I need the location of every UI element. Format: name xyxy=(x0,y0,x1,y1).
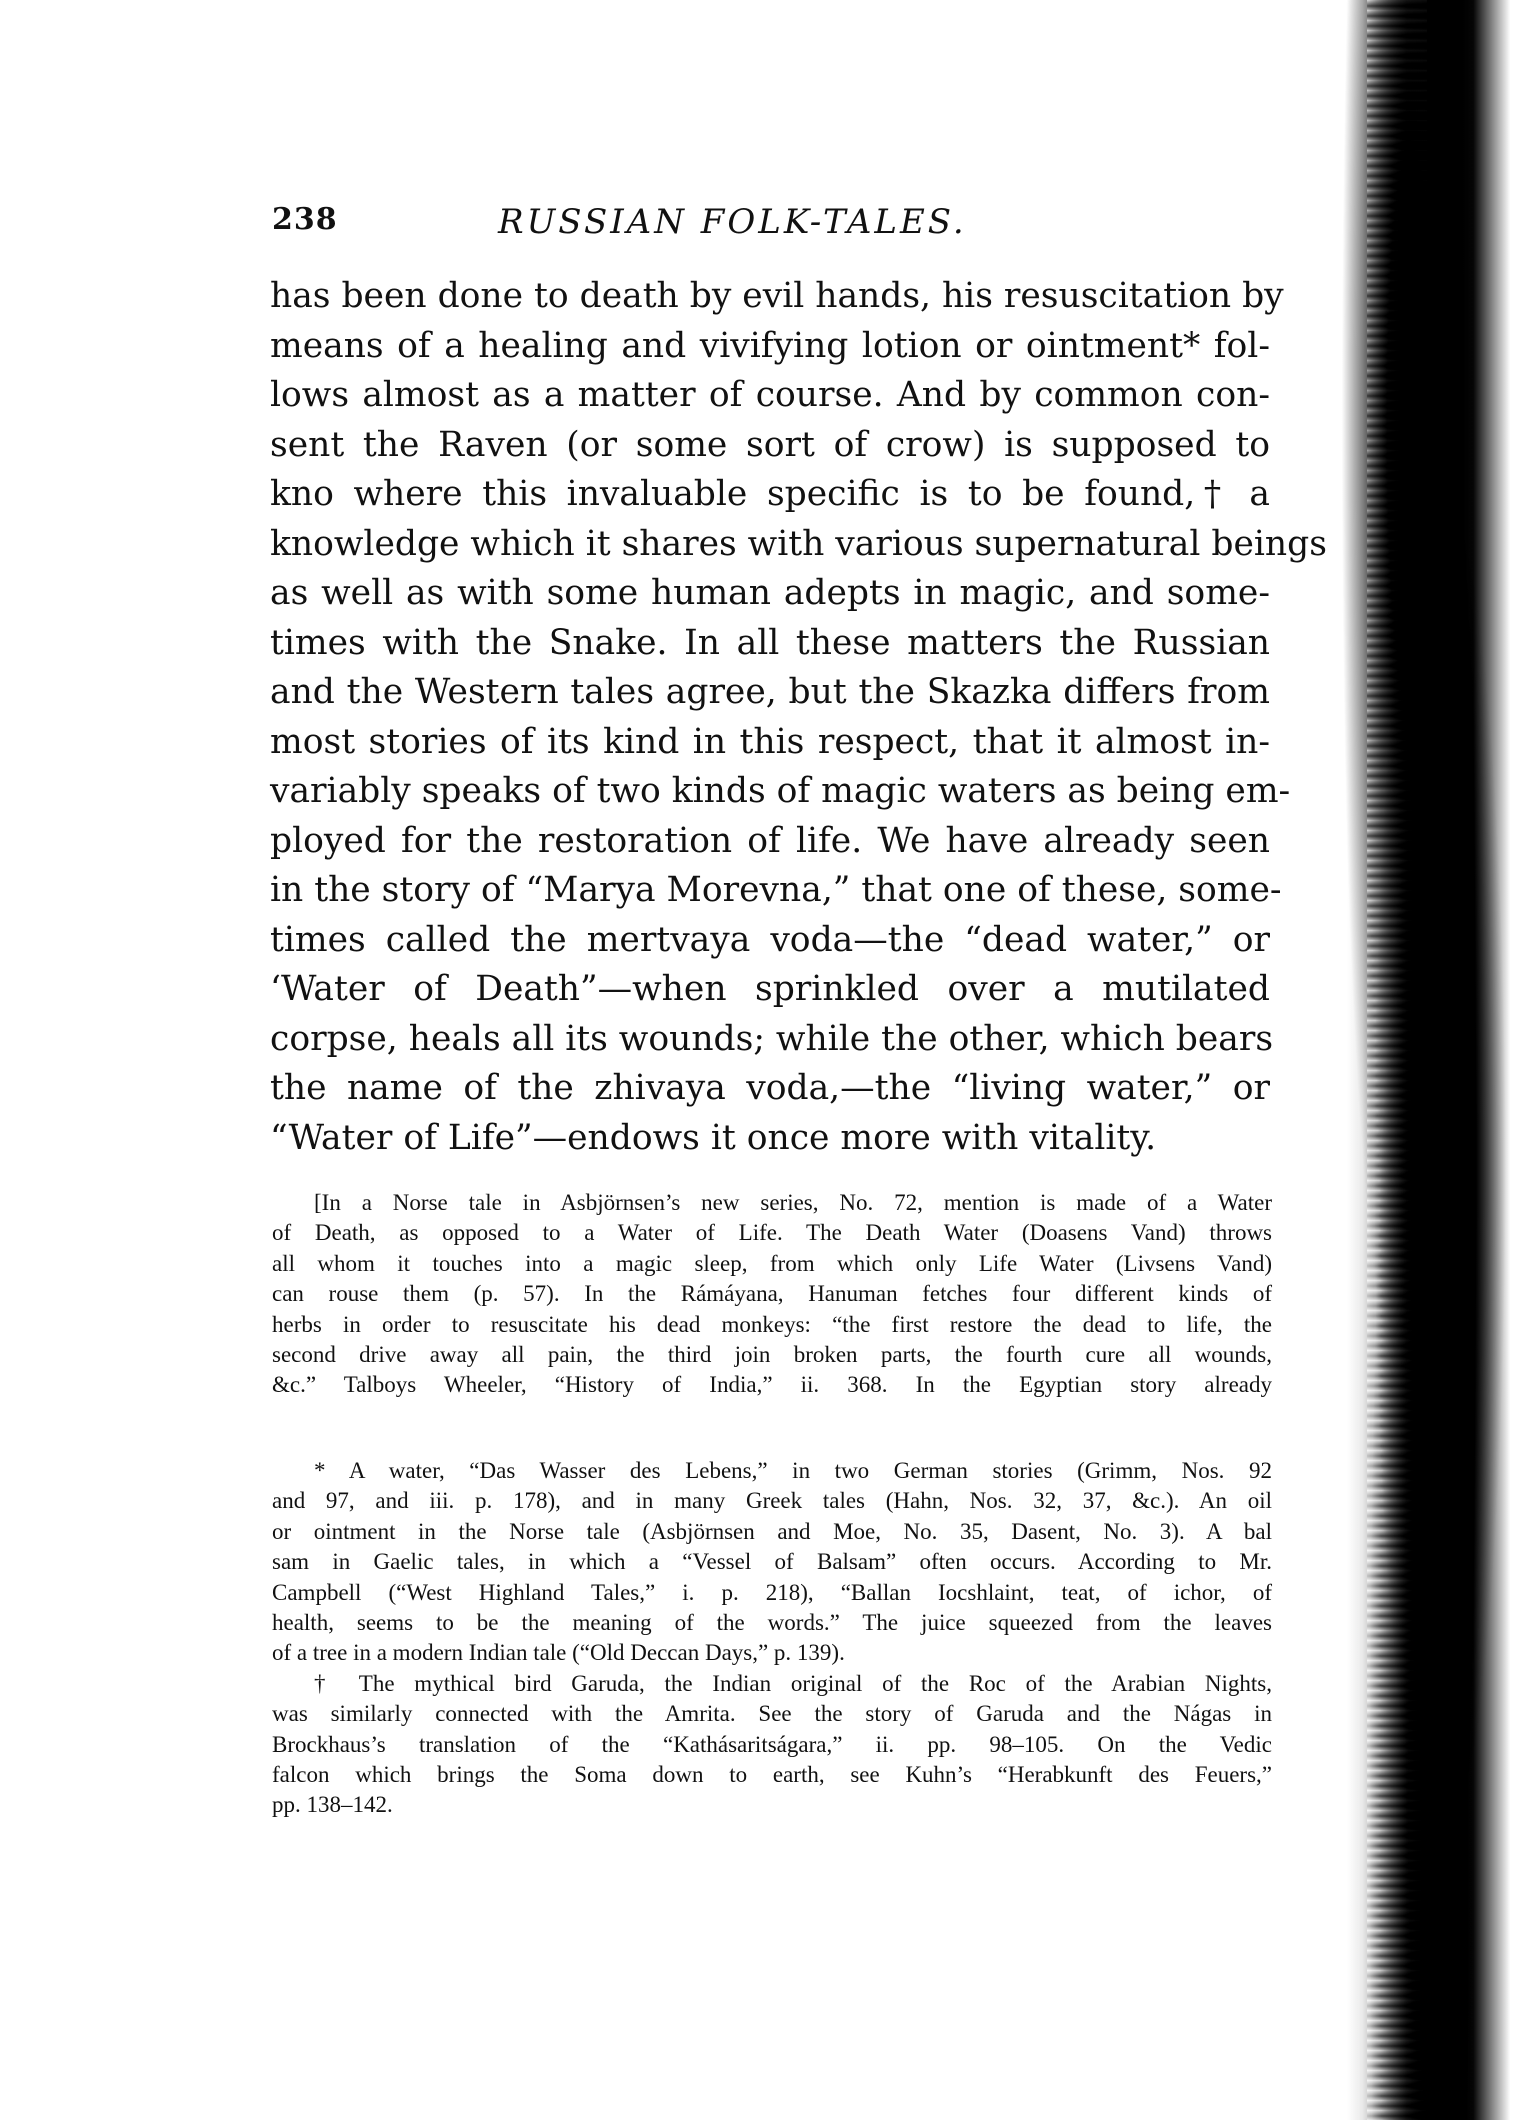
body-line: as well as with some human adepts in magic, and some- xyxy=(270,573,1270,613)
footnote-line: falcon which brings the Soma down to earth, see Kuhn’s “Herabkunft des Feuers,” xyxy=(272,1761,1272,1787)
footnote-line: and 97, and iii. p. 178), and in many Greek tales (Hahn, Nos. 32, 37, &c.). An oil xyxy=(272,1488,1272,1514)
body-line: sent the Raven (or some sort of crow) is supposed to xyxy=(270,424,1270,465)
footnote-line: pp. 138–142. xyxy=(272,1792,393,1818)
bracketed-note xyxy=(272,1188,1272,1401)
body-line: has been done to death by evil hands, his resuscitation by xyxy=(270,276,1284,316)
note-line: herbs in order to resuscitate his dead monkeys: “the first restore the dead to life, the xyxy=(272,1311,1272,1337)
note-line: &c.” Talboys Wheeler, “History of India,” ii. 368. In the Egyptian story already xyxy=(272,1372,1272,1398)
note-line: can rouse them (p. 57). In the Rámáyana, Hanuman fetches four different kinds of xyxy=(272,1281,1272,1307)
running-title: RUSSIAN FOLK-TALES. xyxy=(498,202,967,242)
body-line: ployed for the restoration of life. We have already seen xyxy=(270,820,1270,861)
footnote-line: health, seems to be the meaning of the words.” The juice squeezed from the leaves xyxy=(272,1609,1272,1635)
body-line: in the story of “Marya Morevna,” that one of these, some- xyxy=(270,870,1282,910)
footnote-line: was similarly connected with the Amrita. See the story of Garuda and the Nágas in xyxy=(272,1701,1272,1727)
body-line: variably speaks of two kinds of magic waters as being em- xyxy=(270,771,1291,811)
body-line: the name of the zhivaya voda,—the “living water,” or xyxy=(270,1068,1270,1108)
note-line: all whom it touches into a magic sleep, from which only Life Water (Livsens Vand) xyxy=(272,1250,1272,1276)
body-line: ‘Water of Death”—when sprinkled over a mutilated xyxy=(270,969,1270,1009)
footnote-line: or ointment in the Norse tale (Asbjörnsen and Moe, No. 35, Dasent, No. 3). A bal xyxy=(272,1518,1272,1544)
footnote-line: of a tree in a modern Indian tale (“Old Deccan Days,” p. 139). xyxy=(272,1640,845,1666)
body-line: lows almost as a matter of course. And by common con- xyxy=(270,375,1270,415)
body-line: times with the Snake. In all these matters the Russian xyxy=(270,622,1270,663)
body-line: kno where this invaluable specific is to be found,† a xyxy=(270,474,1270,514)
footnote-line: † The mythical bird Garuda, the Indian original of the Roc of the Arabian Nights, xyxy=(314,1670,1272,1696)
page-binding-edge xyxy=(1329,0,1514,2120)
page-number: 238 xyxy=(272,202,338,237)
note-line: second drive away all pain, the third join broken parts, the fourth cure all wounds, xyxy=(272,1341,1272,1367)
body-line: and the Western tales agree, but the Skazka differs from xyxy=(270,672,1270,712)
body-line: most stories of its kind in this respect, that it almost in- xyxy=(270,721,1270,762)
footnote-line: Brockhaus’s translation of the “Kathásaritságara,” ii. pp. 98–105. On the Vedic xyxy=(272,1731,1272,1757)
note-line: [In a Norse tale in Asbjörnsen’s new series, No. 72, mention is made of a Water xyxy=(314,1190,1272,1215)
body-line: knowledge which it shares with various supernatural beings xyxy=(270,523,1327,564)
footnote-line: * A water, “Das Wasser des Lebens,” in two German stories (Grimm, Nos. 92 xyxy=(314,1458,1272,1483)
main-text xyxy=(270,272,1327,1163)
note-line: of Death, as opposed to a Water of Life. The Death Water (Doasens Vand) throws xyxy=(272,1220,1272,1246)
page-header xyxy=(272,202,1272,262)
body-line: means of a healing and vivifying lotion or ointment* fol- xyxy=(270,325,1270,366)
body-line: corpse, heals all its wounds; while the other, which bears xyxy=(270,1018,1274,1059)
body-line: times called the mertvaya voda—the “dead water,” or xyxy=(270,919,1270,960)
footnotes xyxy=(272,1456,1272,1821)
footnote-line: sam in Gaelic tales, in which a “Vessel of Balsam” often occurs. According to Mr. xyxy=(272,1549,1272,1575)
footnote-line: Campbell (“West Highland Tales,” i. p. 218), “Ballan Iocshlaint, teat, of ichor, of xyxy=(272,1579,1272,1605)
body-line: “Water of Life”—endows it once more with vitality. xyxy=(270,1117,1157,1158)
